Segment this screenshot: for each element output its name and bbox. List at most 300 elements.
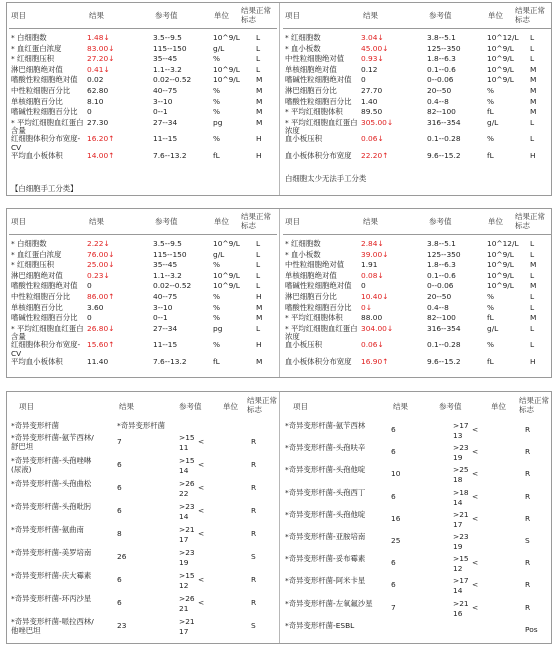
test-name: 平均血小板体积 xyxy=(11,151,63,160)
zone-result: 6 xyxy=(391,491,396,501)
test-name: 平均血小板体积 xyxy=(11,357,63,366)
panel2-right xyxy=(281,209,552,377)
result-flag: L xyxy=(530,117,535,127)
susceptibility-panel xyxy=(6,391,552,644)
test-name: 红细胞体积分布宽度-CV xyxy=(11,340,81,358)
result-flag: H xyxy=(256,151,262,160)
interpretation-flag: R xyxy=(525,602,531,612)
breakpoint-low: 14 xyxy=(453,497,463,507)
result-flag: M xyxy=(256,302,263,312)
test-result: 304.00↓ xyxy=(361,323,394,333)
table-header xyxy=(7,392,279,416)
unit: 10^9/L xyxy=(487,54,514,64)
antibiotic-name: *奇异变形杆菌-ESBL xyxy=(285,620,355,630)
interpretation-flag: S xyxy=(525,536,530,545)
comparison-symbol: < xyxy=(472,558,479,568)
zone-result: 6 xyxy=(117,506,122,515)
unit: fL xyxy=(487,107,494,117)
test-name: 血小板压积 xyxy=(285,340,322,350)
zone-result: 16 xyxy=(391,513,401,523)
test-result: 27.30 xyxy=(87,117,109,127)
test-result: 27.20↓ xyxy=(87,54,115,64)
breakpoint-low: 12 xyxy=(453,564,463,574)
breakpoint-high: >26 xyxy=(179,594,195,603)
comparison-symbol: < xyxy=(472,602,479,612)
breakpoint-low: 14 xyxy=(453,586,463,596)
interpretation-flag: R xyxy=(525,558,531,568)
test-name: * 血红蛋白浓度 xyxy=(11,43,62,53)
reference-range: 316--354 xyxy=(427,323,461,333)
antibiotic-name: *奇异变形杆菌-氨苄西林 xyxy=(285,421,366,430)
result-flag: M xyxy=(256,313,263,323)
test-name: 嗜酸性粒细胞绝对值 xyxy=(11,75,78,85)
test-result: 83.00↓ xyxy=(87,43,115,53)
unit: 10^9/L xyxy=(213,270,240,280)
organism-result: *奇异变形杆菌 xyxy=(117,421,166,430)
test-result: 3.60 xyxy=(87,302,104,312)
header-result: 结果 xyxy=(89,217,104,226)
header-item: 项目 xyxy=(11,217,26,226)
antibiotic-name: *奇异变形杆菌-环丙沙星 xyxy=(11,594,92,603)
result-flag: L xyxy=(256,260,261,270)
reference-range: 316--354 xyxy=(427,117,461,127)
result-flag: L xyxy=(256,43,261,53)
header-item: 项目 xyxy=(285,11,300,20)
reference-range: 0.02--0.52 xyxy=(153,75,192,85)
header-reference: 参考值 xyxy=(429,217,452,226)
zone-result: 6 xyxy=(117,598,122,607)
reference-range: 20--50 xyxy=(427,292,452,301)
test-result: 14.00↑ xyxy=(87,151,115,160)
header-item: 项目 xyxy=(293,402,308,411)
breakpoint-high: >17 xyxy=(453,576,469,586)
test-name: * 平均红细胞血红蛋白浓度 xyxy=(285,323,358,342)
breakpoint-high: >25 xyxy=(453,465,469,475)
reference-range: 1.1--3.2 xyxy=(153,270,182,280)
manual-diff-note: 【白细胞手工分类】 xyxy=(11,184,78,193)
reference-range: 0--1 xyxy=(153,313,168,323)
test-result: 0.12 xyxy=(361,64,378,74)
breakpoint-low: 14 xyxy=(179,512,189,521)
header-unit: 单位 xyxy=(223,402,238,411)
test-result: 45.00↓ xyxy=(361,43,389,53)
zone-result: 23 xyxy=(117,621,127,630)
test-result: 0 xyxy=(361,75,366,85)
header-rule xyxy=(283,234,551,235)
test-name: 红细胞体积分布宽度-CV xyxy=(11,134,81,152)
breakpoint-low: 17 xyxy=(179,627,189,636)
test-name: 嗜碱性粒细胞百分比 xyxy=(11,313,78,323)
interpretation-flag: R xyxy=(251,598,257,607)
test-result: 0.93↓ xyxy=(361,54,384,64)
interpretation-flag: R xyxy=(251,506,257,515)
unit: % xyxy=(213,134,221,144)
zone-result: 7 xyxy=(117,437,122,446)
reference-range: 0.02--0.52 xyxy=(153,281,192,291)
unit: 10^9/L xyxy=(213,239,240,248)
test-result: 16.20↑ xyxy=(87,134,115,144)
reference-range: 0.1--0.28 xyxy=(427,340,461,350)
column-divider xyxy=(279,392,280,643)
unit: 10^9/L xyxy=(213,75,240,85)
unit: fL xyxy=(487,151,494,160)
test-result: 3.04↓ xyxy=(361,33,384,42)
antibiotic-name: *奇异变形杆菌-阿米卡星 xyxy=(285,576,366,586)
unit: fL xyxy=(487,357,494,366)
comparison-symbol: < xyxy=(198,529,205,538)
panel3-left xyxy=(7,392,279,643)
antibiotic-name: *奇异变形杆菌-头孢曲松 xyxy=(11,479,92,488)
header-rule xyxy=(283,28,551,29)
test-name: * 红细胞压积 xyxy=(11,260,54,270)
antibiotic-name: *奇异变形杆菌-头孢唑啉(尿液) xyxy=(11,456,92,474)
test-name: 淋巴细胞绝对值 xyxy=(11,270,63,280)
unit: pg xyxy=(213,323,223,333)
test-result: 16.90↑ xyxy=(361,357,389,366)
test-result: 0.02 xyxy=(87,75,104,85)
comparison-symbol: < xyxy=(198,575,205,584)
test-name: 单核细胞绝对值 xyxy=(285,270,337,280)
test-name: 淋巴细胞百分比 xyxy=(285,292,337,301)
test-name: 中性粒细胞百分比 xyxy=(11,292,71,301)
reference-range: 3.8--5.1 xyxy=(427,239,456,248)
zone-result: 6 xyxy=(391,425,396,434)
breakpoint-low: 18 xyxy=(453,475,463,485)
interpretation-flag: R xyxy=(525,580,531,590)
unit: % xyxy=(487,340,495,350)
reference-range: 82--100 xyxy=(427,107,456,117)
reference-range: 3.5--9.5 xyxy=(153,239,182,248)
reference-range: 0.1--0.6 xyxy=(427,270,456,280)
breakpoint-low: 19 xyxy=(179,558,189,567)
comparison-symbol: < xyxy=(198,598,205,607)
reference-range: 115--150 xyxy=(153,249,187,259)
breakpoint-low: 14 xyxy=(179,466,189,475)
reference-range: 27--34 xyxy=(153,117,178,127)
reference-range: 0.1--0.6 xyxy=(427,64,456,74)
test-result: 0↓ xyxy=(361,302,372,312)
result-flag: L xyxy=(530,249,535,259)
comparison-symbol: < xyxy=(472,513,479,523)
breakpoint-high: >15 xyxy=(179,456,195,465)
test-result: 0 xyxy=(87,281,92,291)
result-flag: H xyxy=(530,357,536,366)
unit: % xyxy=(213,260,221,270)
test-name: * 平均红细胞体积 xyxy=(285,107,343,117)
panel2-left xyxy=(7,209,279,377)
antibiotic-name: *奇异变形杆菌-哌拉西林/他唑巴坦 xyxy=(11,617,94,635)
test-name: 嗜酸性粒细胞百分比 xyxy=(285,96,352,106)
result-flag: L xyxy=(256,270,261,280)
table-header xyxy=(281,209,552,233)
breakpoint-low: 17 xyxy=(453,519,463,529)
reference-range: 27--34 xyxy=(153,323,178,333)
header-reference: 参考值 xyxy=(155,11,178,20)
interpretation-flag: R xyxy=(525,491,531,501)
header-unit: 单位 xyxy=(488,217,503,226)
test-result: 88.00 xyxy=(361,313,383,323)
result-flag: M xyxy=(256,86,263,95)
reference-range: 35--45 xyxy=(153,54,178,64)
result-flag: H xyxy=(256,134,262,144)
comparison-symbol: < xyxy=(472,447,479,457)
test-result: 62.80 xyxy=(87,86,109,95)
table-header xyxy=(281,392,552,416)
interpretation-flag: R xyxy=(525,447,531,457)
header-unit: 单位 xyxy=(214,217,229,226)
zone-result: 6 xyxy=(117,483,122,492)
zone-result: 7 xyxy=(391,602,396,612)
test-result: 0 xyxy=(361,281,366,291)
breakpoint-low: 19 xyxy=(453,542,463,551)
breakpoint-high: >21 xyxy=(179,525,195,534)
test-name: * 白细胞数 xyxy=(11,33,47,42)
unit: 10^9/L xyxy=(487,281,514,291)
comparison-symbol: < xyxy=(198,437,205,446)
test-name: 中性粒细胞绝对值 xyxy=(285,54,345,64)
comparison-symbol: < xyxy=(198,483,205,492)
unit: 10^9/L xyxy=(487,43,514,53)
reference-range: 1.1--3.2 xyxy=(153,64,182,74)
column-divider xyxy=(279,209,280,377)
antibiotic-name: *奇异变形杆菌-妥布霉素 xyxy=(285,554,366,564)
breakpoint-low: 21 xyxy=(179,604,189,613)
header-reference: 参考值 xyxy=(155,217,178,226)
interpretation-flag: R xyxy=(525,513,531,523)
table-header xyxy=(7,209,279,233)
antibiotic-name: *奇异变形杆菌-头孢呋辛 xyxy=(285,443,366,453)
breakpoint-high: >15 xyxy=(453,554,469,564)
header-reference: 参考值 xyxy=(439,402,462,411)
test-result: 8.10 xyxy=(87,96,104,106)
header-reference: 参考值 xyxy=(429,11,452,20)
zone-result: 25 xyxy=(391,536,401,545)
interpretation-flag: S xyxy=(251,621,256,630)
unit: 10^9/L xyxy=(487,270,514,280)
header-flag: 结果正常标志 xyxy=(515,212,545,230)
result-flag: L xyxy=(530,239,535,248)
test-name: * 红细胞压积 xyxy=(11,54,54,64)
table-header xyxy=(281,3,552,27)
header-result: 结果 xyxy=(363,11,378,20)
breakpoint-high: >21 xyxy=(453,509,469,519)
test-name: 淋巴细胞百分比 xyxy=(285,86,337,95)
interpretation-flag: R xyxy=(251,437,257,446)
breakpoint-low: 13 xyxy=(453,431,463,440)
test-result: 0.06↓ xyxy=(361,340,384,350)
cbc-panel-1 xyxy=(6,2,552,196)
header-item: 项目 xyxy=(19,402,34,411)
unit: 10^9/L xyxy=(487,64,514,74)
zone-result: 8 xyxy=(117,529,122,538)
test-result: 22.20↑ xyxy=(361,151,389,160)
antibiotic-name: *奇异变形杆菌-庆大霉素 xyxy=(11,571,92,580)
reference-range: 0.1--0.28 xyxy=(427,134,461,144)
test-name: 血小板体积分布宽度 xyxy=(285,151,352,160)
result-flag: M xyxy=(530,281,537,291)
comparison-symbol: < xyxy=(198,506,205,515)
test-name: 嗜酸性粒细胞百分比 xyxy=(285,302,352,312)
header-flag: 结果正常标志 xyxy=(241,6,271,24)
result-flag: L xyxy=(256,281,261,291)
interpretation-flag: S xyxy=(251,552,256,561)
comparison-symbol: < xyxy=(198,460,205,469)
comparison-symbol: < xyxy=(472,469,479,479)
test-result: 15.60↑ xyxy=(87,340,115,350)
reference-range: 20--50 xyxy=(427,86,452,95)
unit: 10^9/L xyxy=(487,75,514,85)
reference-range: 11--15 xyxy=(153,340,178,350)
test-name: 嗜碱性粒细胞百分比 xyxy=(11,107,78,117)
antibiotic-name: *奇异变形杆菌-左氧氟沙星 xyxy=(285,598,373,608)
unit: pg xyxy=(213,117,223,127)
test-result: 76.00↓ xyxy=(87,249,115,259)
test-result: 27.70 xyxy=(361,86,383,95)
result-flag: L xyxy=(530,33,535,42)
test-name: 单核细胞绝对值 xyxy=(285,64,337,74)
interpretation-flag: Pos xyxy=(525,624,538,634)
test-name: * 白细胞数 xyxy=(11,239,47,248)
interpretation-flag: R xyxy=(251,483,257,492)
test-name: 中性粒细胞绝对值 xyxy=(285,260,345,270)
unit: % xyxy=(487,96,495,106)
header-rule xyxy=(9,28,277,29)
reference-range: 0.4--8 xyxy=(427,96,449,106)
result-flag: M xyxy=(256,117,263,127)
reference-range: 35--45 xyxy=(153,260,178,270)
result-flag: M xyxy=(530,86,537,95)
reference-range: 3--10 xyxy=(153,302,173,312)
test-result: 0.08↓ xyxy=(361,270,384,280)
result-flag: L xyxy=(256,323,261,333)
reference-range: 7.6--13.2 xyxy=(153,357,187,366)
result-flag: M xyxy=(256,96,263,106)
unit: % xyxy=(487,302,495,312)
reference-range: 40--75 xyxy=(153,86,178,95)
unit: fL xyxy=(213,151,220,160)
breakpoint-high: >21 xyxy=(179,617,195,626)
header-unit: 单位 xyxy=(488,11,503,20)
header-result: 结果 xyxy=(393,402,408,411)
test-name: * 平均红细胞血红蛋白含量 xyxy=(11,323,84,342)
test-result: 86.00↑ xyxy=(87,292,115,301)
unit: % xyxy=(213,86,221,95)
reference-range: 9.6--15.2 xyxy=(427,357,461,366)
interpretation-flag: R xyxy=(525,469,531,479)
panel1-left xyxy=(7,3,279,195)
reference-range: 0.4--8 xyxy=(427,302,449,312)
reference-range: 11--15 xyxy=(153,134,178,144)
test-name: 血小板体积分布宽度 xyxy=(285,357,352,366)
cbc-panel-2 xyxy=(6,208,552,378)
column-divider xyxy=(279,3,280,195)
reference-range: 0--1 xyxy=(153,107,168,117)
table-header xyxy=(7,3,279,27)
result-flag: L xyxy=(530,270,535,280)
test-name: * 红细胞数 xyxy=(285,239,321,248)
interpretation-flag: R xyxy=(525,425,531,434)
test-name: 淋巴细胞绝对值 xyxy=(11,64,63,74)
test-result: 11.40 xyxy=(87,357,109,366)
unit: 10^9/L xyxy=(487,260,514,270)
result-flag: L xyxy=(530,43,535,53)
unit: % xyxy=(213,313,221,323)
header-result: 结果 xyxy=(89,11,104,20)
antibiotic-name: *奇异变形杆菌-头孢他啶 xyxy=(285,509,366,519)
test-result: 0.06↓ xyxy=(361,134,384,144)
zone-result: 6 xyxy=(117,460,122,469)
unit: 10^9/L xyxy=(213,281,240,291)
zone-result: 6 xyxy=(391,558,396,568)
test-result: 0.41↓ xyxy=(87,64,110,74)
test-name: * 平均红细胞血红蛋白浓度 xyxy=(285,117,358,136)
reference-range: 125--350 xyxy=(427,249,461,259)
test-result: 0.23↓ xyxy=(87,270,110,280)
test-result: 26.80↓ xyxy=(87,323,115,333)
zone-result: 6 xyxy=(391,580,396,590)
breakpoint-low: 12 xyxy=(179,581,189,590)
unit: % xyxy=(213,54,221,64)
test-name: 单核细胞百分比 xyxy=(11,302,63,312)
reference-range: 7.6--13.2 xyxy=(153,151,187,160)
header-flag: 结果正常标志 xyxy=(519,396,549,414)
breakpoint-high: >18 xyxy=(453,487,469,497)
test-name: 嗜酸性粒细胞绝对值 xyxy=(11,281,78,291)
test-name: 嗜碱性粒细胞绝对值 xyxy=(285,281,352,291)
zone-result: 10 xyxy=(391,469,401,479)
result-flag: M xyxy=(256,75,263,85)
test-name: * 血小板数 xyxy=(285,43,321,53)
reference-range: 125--350 xyxy=(427,43,461,53)
manual-diff-note: 白细胞太少无法手工分类 xyxy=(285,174,367,183)
interpretation-flag: R xyxy=(251,460,257,469)
panel1-right xyxy=(281,3,552,195)
result-flag: L xyxy=(530,292,535,301)
test-name: * 平均红细胞血红蛋白含量 xyxy=(11,117,84,136)
unit: % xyxy=(213,107,221,117)
test-result: 305.00↓ xyxy=(361,117,394,127)
header-reference: 参考值 xyxy=(179,402,202,411)
result-flag: H xyxy=(256,340,262,350)
breakpoint-high: >23 xyxy=(179,548,195,557)
zone-result: 6 xyxy=(117,575,122,584)
header-flag: 结果正常标志 xyxy=(247,396,277,414)
unit: 10^12/L xyxy=(487,239,519,248)
result-flag: H xyxy=(256,292,262,301)
reference-range: 1.8--6.3 xyxy=(427,54,456,64)
result-flag: H xyxy=(530,151,536,160)
interpretation-flag: R xyxy=(251,529,257,538)
reference-range: 3--10 xyxy=(153,96,173,106)
antibiotic-name: *奇异变形杆菌-头孢西丁 xyxy=(285,487,366,497)
breakpoint-high: >23 xyxy=(453,532,469,541)
result-flag: M xyxy=(256,107,263,117)
breakpoint-low: 22 xyxy=(179,489,189,498)
result-flag: L xyxy=(530,302,535,312)
header-result: 结果 xyxy=(363,217,378,226)
unit: % xyxy=(487,292,495,301)
antibiotic-name: *奇异变形杆菌-氨曲南 xyxy=(11,525,84,534)
test-result: 25.00↓ xyxy=(87,260,115,270)
organism-name: *奇异变形杆菌 xyxy=(11,421,60,430)
test-result: 10.40↓ xyxy=(361,292,389,301)
header-rule xyxy=(9,234,277,235)
reference-range: 9.6--15.2 xyxy=(427,151,461,160)
unit: 10^9/L xyxy=(213,33,240,42)
unit: g/L xyxy=(487,323,499,333)
antibiotic-name: *奇异变形杆菌-头孢吡肟 xyxy=(11,502,92,511)
test-name: * 红细胞数 xyxy=(285,33,321,42)
